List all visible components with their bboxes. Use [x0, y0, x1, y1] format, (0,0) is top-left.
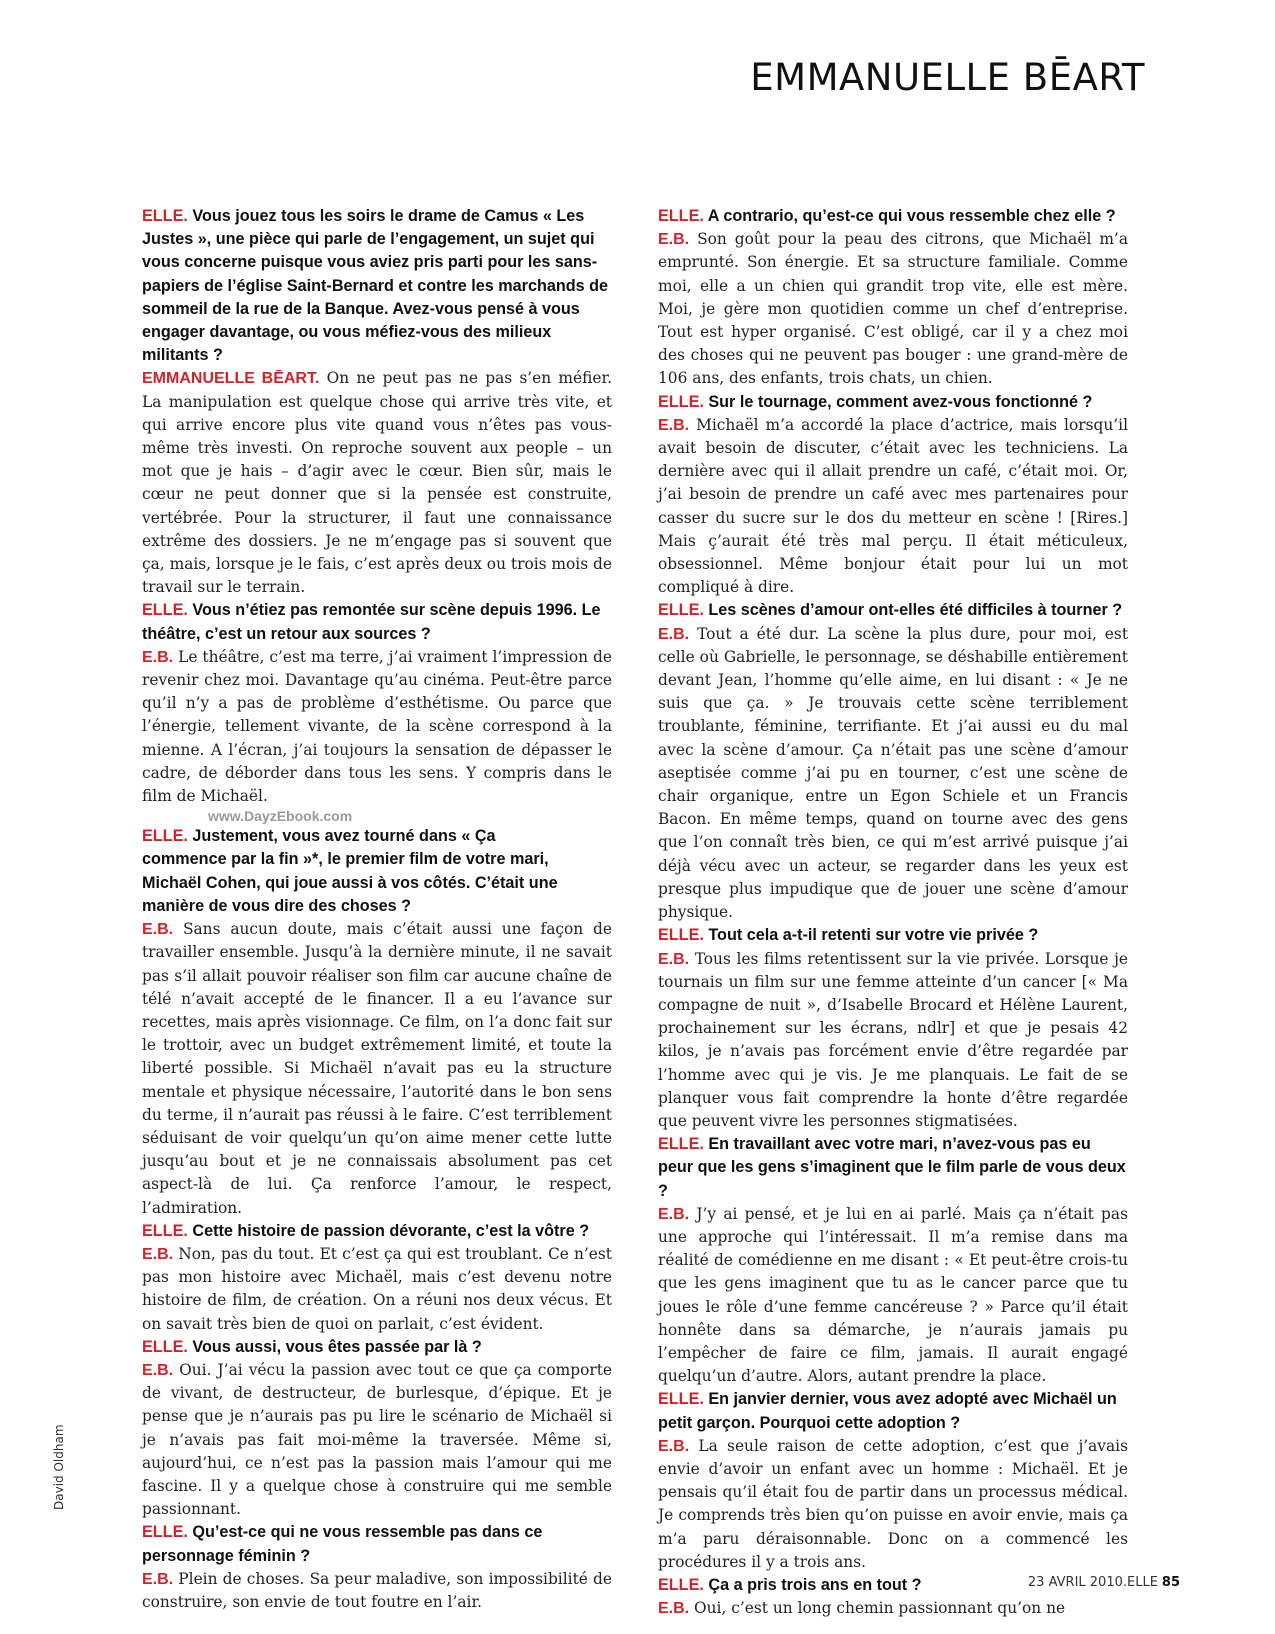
- question-text: Vous aussi, vous êtes passée par là ?: [187, 1337, 482, 1356]
- speaker-tag: E.B.: [142, 648, 174, 666]
- speaker-tag: EMMANUELLE BĒART.: [142, 370, 320, 388]
- speaker-tag: ELLE.: [142, 601, 188, 620]
- speaker-tag: ELLE.: [658, 601, 704, 620]
- question-text: En travaillant avec votre mari, n’avez-vous pas eu peur que les gens s’imaginent que le film parle de vous deux ?: [658, 1135, 1126, 1200]
- answer-text: Plein de choses. Sa peur maladive, son impossibilité de construire, son envie de tout foutre en l’air.: [142, 1569, 612, 1611]
- speaker-tag: E.B.: [658, 1437, 690, 1455]
- watermark: www.DayzEbook.com: [208, 808, 353, 825]
- answer: [142, 1243, 612, 1336]
- speaker-tag: ELLE.: [658, 392, 704, 411]
- answer: [658, 1435, 1128, 1574]
- answer-text: Oui, c’est un long chemin passionnant qu’on ne: [689, 1599, 1066, 1618]
- speaker-tag: ELLE.: [658, 1575, 704, 1594]
- answer-text: Tout a été dur. La scène la plus dure, pour moi, est celle où Gabrielle, le personnage, se déshabille entièrement devant Jean, l’homme qu’elle aime, en lui disant : « Je ne suis que ça. » Je trouvais cette scène terriblement troublante, féminine, terrifiante. Et j’ai aussi eu du mal avec la scène d’amour. Ça n’était pas une scène d’amour aseptisée comme j’ai pu en tourner, c’est une scène de chair organique, entre un Egon Schiele et un Francis Bacon. En même temps, quand on tourne avec des gens que l’on connaît très bien, ce qui m’est arrivé puisque j’ai déjà vécu avec un acteur, se regarder dans les yeux est presque plus impudique que de jouer une scène d’amour physique.: [658, 624, 1128, 922]
- speaker-tag: ELLE.: [658, 926, 704, 945]
- speaker-tag: E.B.: [142, 921, 174, 939]
- question: [142, 1336, 612, 1359]
- speaker-tag: ELLE.: [142, 827, 188, 846]
- issue-date: 23 AVRIL 2010.ELLE: [1027, 1575, 1158, 1590]
- question: [658, 1133, 1128, 1203]
- question-text: Qu’est-ce qui ne vous ressemble pas dans ce personnage féminin ?: [142, 1523, 543, 1565]
- speaker-tag: E.B.: [658, 416, 690, 434]
- speaker-tag: ELLE.: [142, 1523, 188, 1542]
- answer: [658, 228, 1128, 390]
- answer: [142, 918, 612, 1220]
- question-text: Justement, vous avez tourné dans « Ça commence par la fin »*, le premier film de votre mari, Michaël Cohen, qui joue aussi à vos côtés. C’était une manière de vous dire des choses ?: [142, 827, 558, 915]
- photo-credit: David Oldham: [52, 1424, 66, 1510]
- question-text: En janvier dernier, vous avez adopté avec Michaël un petit garçon. Pourquoi cette adoption ?: [658, 1390, 1117, 1432]
- speaker-tag: E.B.: [658, 231, 690, 249]
- answer: [142, 1359, 612, 1521]
- question: [658, 599, 1128, 622]
- question: [142, 1521, 582, 1567]
- question-text: Vous n’étiez pas remontée sur scène depuis 1996. Le théâtre, c’est un retour aux sources ?: [142, 601, 601, 643]
- question: [658, 205, 1128, 228]
- speaker-tag: E.B.: [658, 950, 690, 968]
- question-text: Les scènes d’amour ont-elles été difficiles à tourner ?: [703, 601, 1123, 620]
- answer: [142, 367, 612, 599]
- speaker-tag: E.B.: [142, 1245, 174, 1263]
- answer-text: Son goût pour la peau des citrons, que Michaël m’a emprunté. Son énergie. Et sa structure familiale. Comme moi, elle a un chien qui grandit trop vite, elle est mère. Moi, je gère mon quotidien comme un chef d’entreprise. Tout est hyper organisé. C’est obligé, car il y a chez moi des choses qui ne peuvent pas bouger : une grand-mère de 106 ans, des enfants, trois chats, un chien.: [658, 230, 1128, 388]
- speaker-tag: E.B.: [658, 625, 690, 643]
- speaker-tag: E.B.: [658, 1600, 690, 1618]
- question: [658, 924, 1128, 947]
- question: [142, 825, 582, 918]
- question: [142, 1220, 612, 1243]
- answer: [658, 1203, 1128, 1389]
- page-footer: [1028, 1575, 1180, 1590]
- question-text: A contrario, qu’est-ce qui vous ressemble chez elle ?: [703, 207, 1116, 225]
- answer: [658, 948, 1128, 1134]
- right-column: [658, 205, 1128, 1620]
- answer: [658, 1597, 1128, 1620]
- question: [142, 599, 612, 645]
- answer-text: Michaël m’a accordé la place d’actrice, mais lorsqu’il avait besoin de discuter, c’était avec les techniciens. La dernière avec qui il allait prendre un café, c’était moi. Or, j’ai besoin de prendre un café avec mes partenaires pour casser du sucre sur le dos du metteur en scène ! [Rires.] Mais ç’aurait été très mal perçu. Il était méticuleux, obsessionnel. Même bonjour était pour lui un mot compliqué à dire.: [658, 415, 1128, 597]
- speaker-tag: E.B.: [142, 1361, 174, 1379]
- answer-text: On ne peut pas ne pas s’en méfier. La manipulation est quelque chose qui arrive très vite, et qui arrive encore plus vite quand vous n’êtes pas vous-même très investi. On reproche souvent aux people – un mot que je hais – d’agir avec le cœur. Bien sûr, mais le cœur ne peut donner que si la pensée est construite, vertébrée. Pour la structurer, il faut une connaissance extrême des dossiers. Je ne m’engage pas si souvent que ça, mais, lorsque je le fais, c’est après deux ou trois mois de travail sur le terrain.: [142, 369, 613, 597]
- speaker-tag: ELLE.: [658, 1390, 704, 1409]
- answer: [658, 414, 1128, 600]
- answer-text: Non, pas du tout. Et c’est ça qui est troublant. Ce n’est pas mon histoire avec Michaël, mais c’est devenu notre histoire de film, de création. On a réuni nos deux vécus. Et on savait très bien de quoi on parlait, c’est évident.: [142, 1244, 612, 1333]
- speaker-tag: E.B.: [658, 1205, 690, 1223]
- page-number: 85: [1161, 1575, 1180, 1590]
- article-title: EMMANUELLE BĒART: [750, 56, 1145, 99]
- speaker-tag: ELLE.: [142, 1337, 188, 1356]
- answer-text: Le théâtre, c’est ma terre, j’ai vraiment l’impression de revenir chez moi. Davantage qu’au cinéma. Peut-être parce qu’il n’y a pas de problème d’esthétisme. Ou parce que l’énergie, tellement vivante, de la scène correspond à la mienne. A l’écran, j’ai toujours la sensation de dépasser le cadre, de déborder dans tous les sens. Y compris dans le film de Michaël.: [142, 647, 612, 806]
- question: [658, 391, 1128, 414]
- question-text: Sur le tournage, comment avez-vous fonctionné ?: [703, 392, 1093, 411]
- speaker-tag: ELLE.: [658, 1135, 704, 1154]
- answer: [658, 623, 1128, 925]
- answer-text: J’y ai pensé, et je lui en ai parlé. Mais ça n’était pas une approche qui l’intéressait. Il m’a remise dans ma réalité de comédienne en me disant : « Et peut-être crois-tu que les gens imaginent que tu as le cancer parce que tu joues le rôle d’une femme cancéreuse ? » Parce qu’il était honnête dans sa démarche, je n’aurais jamais pu l’empêcher de faire ce film, jamais. Il aurait engagé quelqu’un d’autre. Alors, autant prendre la place.: [658, 1204, 1128, 1386]
- left-column: [142, 205, 612, 1614]
- question-text: Tout cela a-t-il retenti sur votre vie privée ?: [703, 926, 1039, 945]
- question-text: Vous jouez tous les soirs le drame de Camus « Les Justes », une pièce qui parle de l’engagement, un sujet qui vous concerne puisque vous aviez pris parti pour les sans-papiers de l’église Saint-Bernard et contre les marchands de sommeil de la rue de la Banque. Avez-vous pensé à vous engager davantage, ou vous méfiez-vous des milieux militants ?: [142, 207, 608, 365]
- speaker-tag: ELLE.: [142, 207, 188, 225]
- answer-text: Tous les films retentissent sur la vie privée. Lorsque je tournais un film sur une femme atteinte d’un cancer [« Ma compagne de nuit », d’Isabelle Brocard et Hélène Laurent, prochainement sur les écrans, ndlr] et que je pesais 42 kilos, je n’avais pas forcément envie d’être regardée par l’homme avec qui je vis. Je me planquais. Le fait de se planquer vous fait comprendre la honte d’être regardée que peuvent vivre les personnes stigmatisées.: [658, 949, 1128, 1130]
- question: [658, 1388, 1128, 1434]
- question: [142, 205, 612, 367]
- speaker-tag: E.B.: [142, 1570, 174, 1588]
- speaker-tag: ELLE.: [142, 1221, 188, 1240]
- answer-text: Sans aucun doute, mais c’était aussi une façon de travailler ensemble. Jusqu’à la dernière minute, il ne savait pas s’il allait pouvoir réaliser son film car aucune chaîne de télé n’avait accepté de le financer. Il a eu l’avance sur recettes, mais après visionnage. Ce film, on l’a donc fait sur le trottoir, avec un budget extrêmement limité, et toute la liberté possible. Si Michaël n’avait pas eu la structure mentale et physique nécessaire, l’autorité dans le bon sens du terme, il n’aurait pas réussi à le faire. C’est terriblement séduisant de voir quelqu’un qu’on aime mener cette lutte jusqu’au bout et je ne connaissais absolument pas cet aspect-là de lui. Ça renforce l’amour, le respect, l’admiration.: [142, 920, 612, 1217]
- speaker-tag: ELLE.: [658, 207, 704, 225]
- question-text: Ça a pris trois ans en tout ?: [703, 1575, 922, 1594]
- answer-text: Oui. J’ai vécu la passion avec tout ce que ça comporte de vivant, de destructeur, de burlesque, d’épique. Et je pense que je n’aurais pas pu lire le scénario de Michaël si je n’avais pas fait moi-même la traversée. Même si, aujourd’hui, ce n’est pas la passion mais l’amour qui me fascine. Il y a quelque chose à construire qui me semble passionnant.: [142, 1360, 612, 1519]
- answer: [142, 646, 612, 808]
- question-text: Cette histoire de passion dévorante, c’est la vôtre ?: [187, 1221, 590, 1240]
- answer-text: La seule raison de cette adoption, c’est que j’avais envie d’avoir un enfant avec un homme : Michaël. Et je pensais qu’il était fou de partir dans un processus médical. Je comprends très bien qu’on puisse en avoir envie, mais ça m’a paru déraisonnable. Donc on a commencé les procédures il y a trois ans.: [658, 1436, 1128, 1571]
- answer: [142, 1568, 612, 1614]
